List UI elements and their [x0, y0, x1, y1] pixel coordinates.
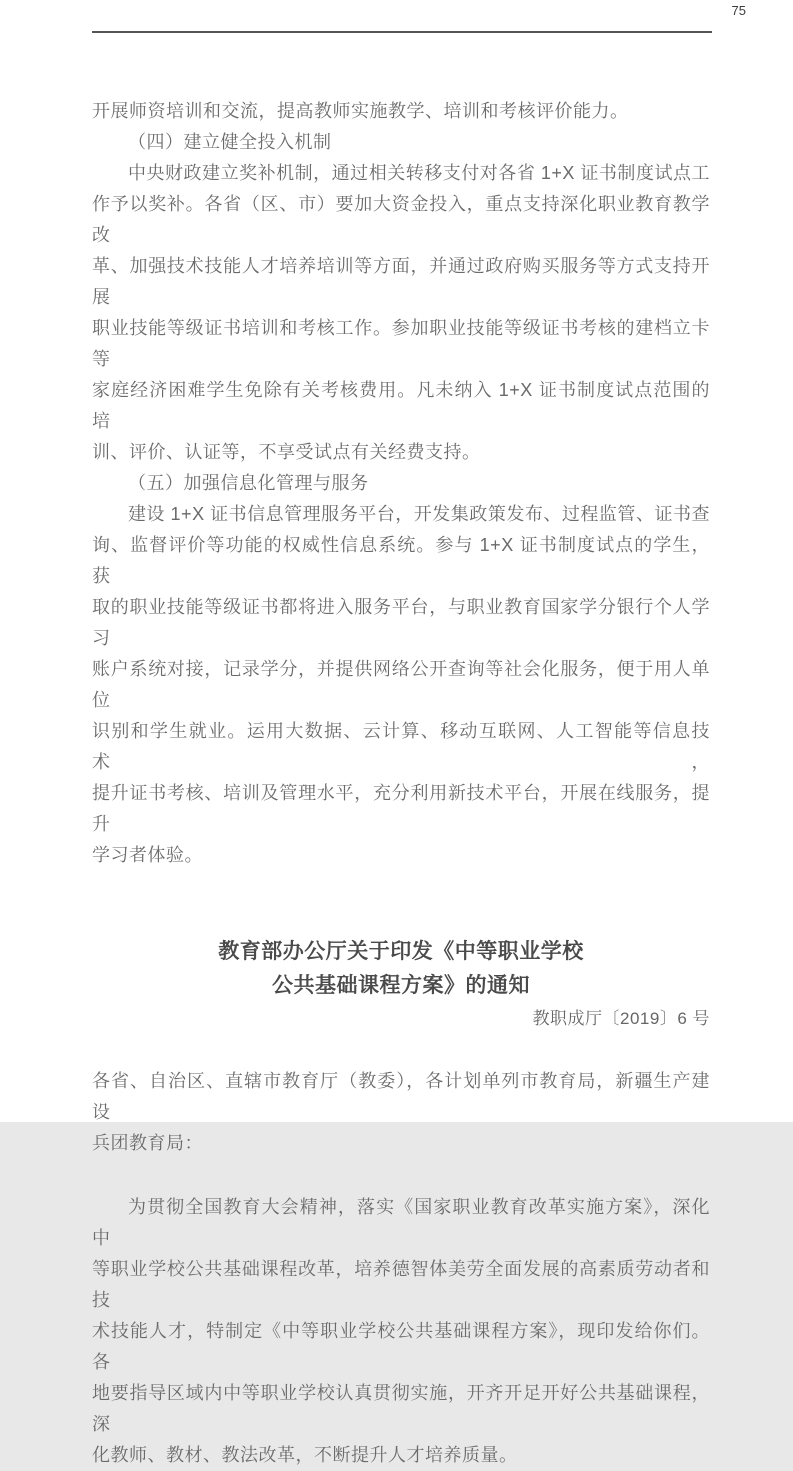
- page-number: 75: [731, 3, 746, 18]
- paragraph-line: 职业技能等级证书培训和考核工作。参加职业技能等级证书考核的建档立卡等: [92, 318, 710, 369]
- notice-title-line: 教育部办公厅关于印发《中等职业学校: [218, 940, 584, 963]
- paragraph-line: 术技能人才，特制定《中等职业学校公共基础课程方案》，现印发给你们。各: [92, 1321, 710, 1372]
- section-heading-4: （四）建立健全投入机制: [128, 132, 332, 152]
- paragraph-line: 家庭经济困难学生免除有关考核费用。凡未纳入 1+X 证书制度试点范围的培: [92, 380, 710, 431]
- opening-paragraph: [92, 1192, 710, 1471]
- section-heading-5: （五）加强信息化管理与服务: [128, 473, 369, 493]
- salutation-line: 兵团教育局：: [92, 1133, 203, 1153]
- header-rule: [92, 31, 712, 33]
- paragraph-line: 革、加强技术技能人才培养培训等方面，并通过政府购买服务等方式支持开展: [92, 256, 710, 307]
- notice-title-line: 公共基础课程方案》的通知: [272, 974, 530, 997]
- paragraph-line: 提升证书考核、培训及管理水平，充分利用新技术平台，开展在线服务，提升: [92, 783, 710, 834]
- paragraph-line: 等职业学校公共基础课程改革，培养德智体美劳全面发展的高素质劳动者和技: [92, 1259, 710, 1310]
- paragraph-line: 学习者体验。: [92, 845, 203, 865]
- paragraph-line: 为贯彻全国教育大会精神，落实《国家职业教育改革实施方案》，深化中: [92, 1197, 710, 1248]
- notice-title: [92, 935, 710, 1003]
- paragraph-line: 训、评价、认证等，不享受试点有关经费支持。: [92, 442, 481, 462]
- paragraph-line: 取的职业技能等级证书都将进入服务平台，与职业教育国家学分银行个人学习: [92, 597, 710, 648]
- paragraph-line: 识别和学生就业。运用大数据、云计算、移动互联网、人工智能等信息技术，: [92, 721, 710, 772]
- paragraph-line: 作予以奖补。各省（区、市）要加大资金投入，重点支持深化职业教育教学改: [92, 194, 710, 245]
- paragraph-line: 账户系统对接，记录学分，并提供网络公开查询等社会化服务，便于用人单位: [92, 659, 710, 710]
- paragraph-line: 化教师、教材、教法改革，不断提升人才培养质量。: [92, 1445, 518, 1465]
- salutation: [92, 1066, 710, 1159]
- page-content: [92, 96, 710, 1471]
- paragraph-line: 地要指导区域内中等职业学校认真贯彻实施，开齐开足开好公共基础课程，深: [92, 1383, 710, 1434]
- salutation-line: 各省、自治区、直辖市教育厅（教委），各计划单列市教育局，新疆生产建设: [92, 1071, 710, 1122]
- paragraph-closing-line: 开展师资培训和交流，提高教师实施教学、培训和考核评价能力。: [92, 101, 629, 121]
- document-number: 教职成厅〔2019〕6 号: [532, 1009, 710, 1028]
- paragraph-line: 中央财政建立奖补机制，通过相关转移支付对各省 1+X 证书制度试点工: [128, 163, 710, 183]
- paragraph-line: 建设 1+X 证书信息管理服务平台，开发集政策发布、过程监管、证书查: [128, 504, 710, 524]
- paragraph-line: 询、监督评价等功能的权威性信息系统。参与 1+X 证书制度试点的学生，获: [92, 535, 710, 586]
